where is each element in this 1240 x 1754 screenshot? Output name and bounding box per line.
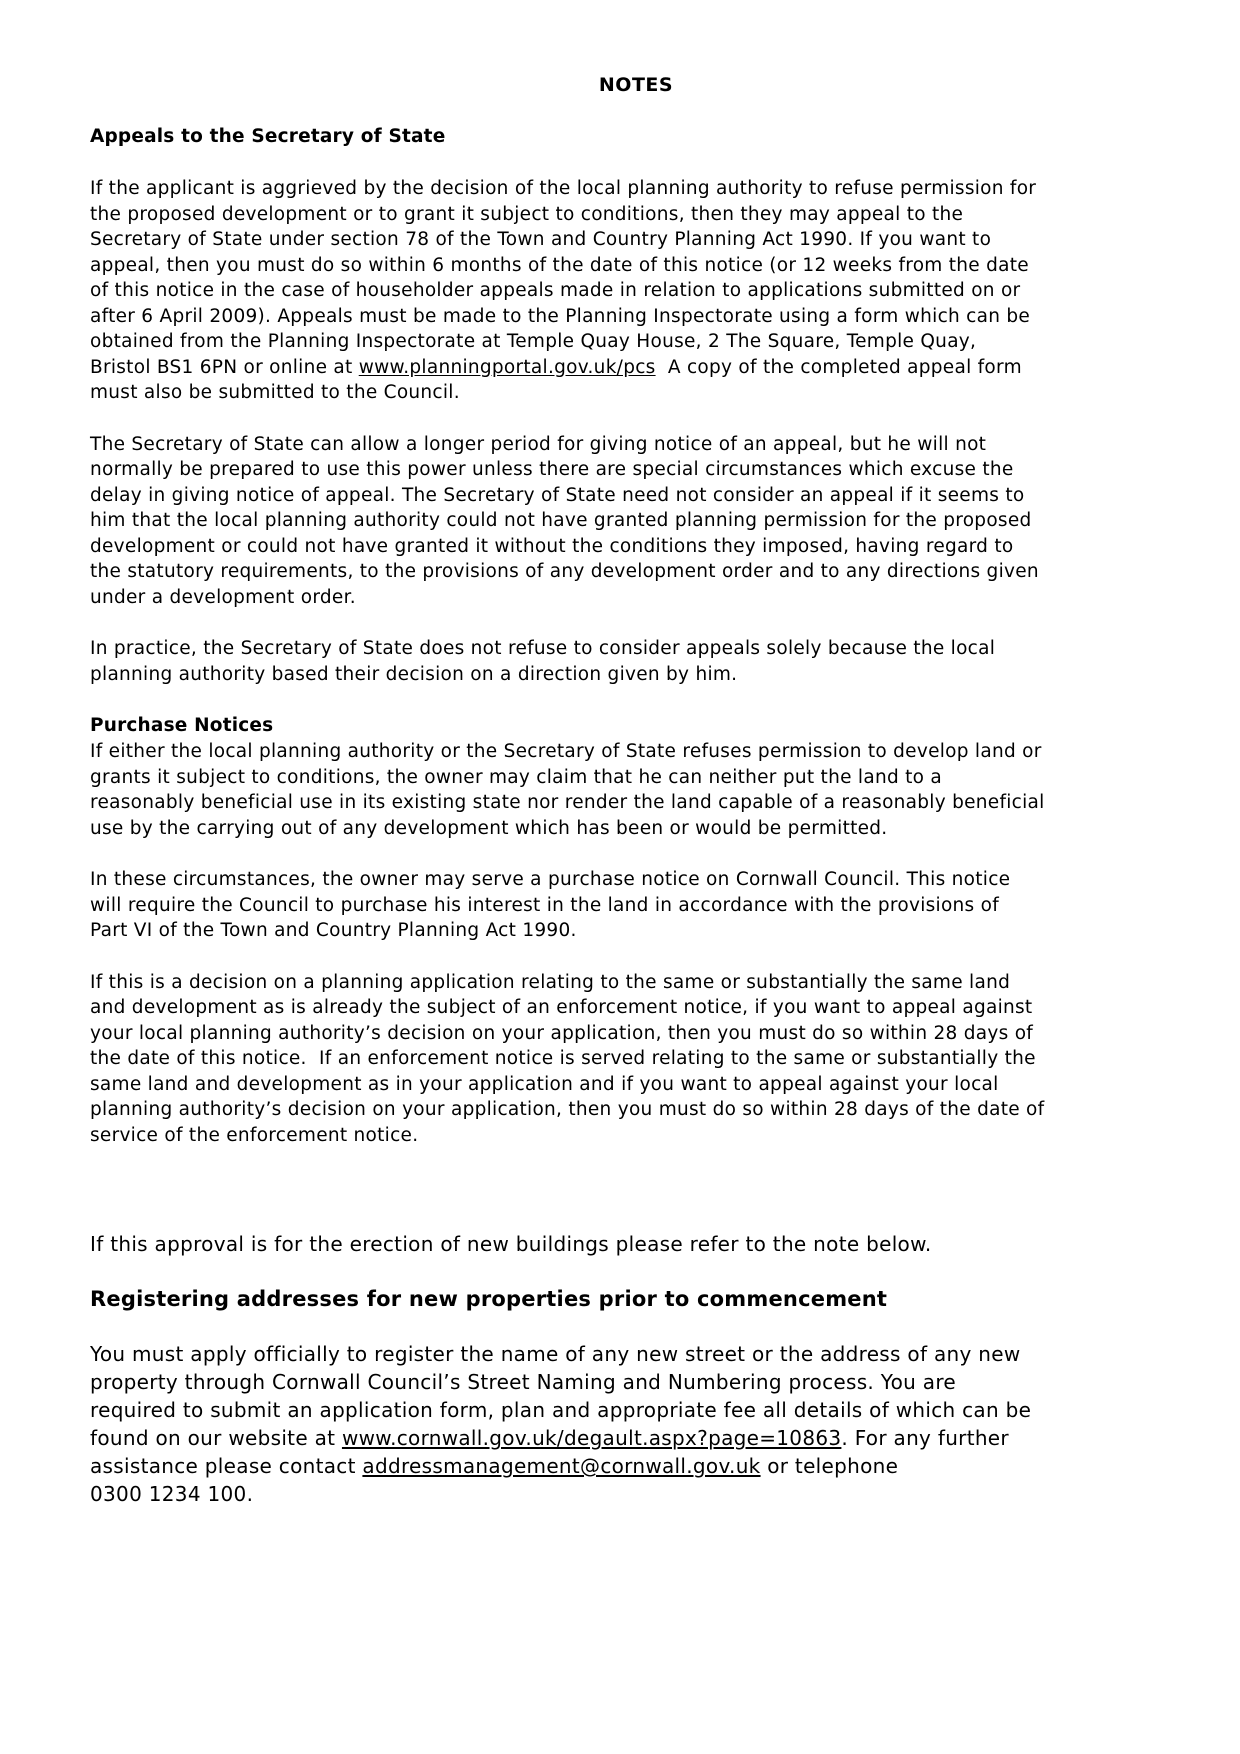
text-line xyxy=(90,559,1182,585)
para-street-naming xyxy=(90,1340,1182,1508)
text-line xyxy=(90,1072,1182,1098)
text-line xyxy=(90,1021,1182,1047)
text-line xyxy=(90,765,1182,791)
text-line xyxy=(90,918,1182,944)
text-line xyxy=(90,1097,1182,1123)
text-line xyxy=(90,893,1182,919)
heading-appeals-to-secretary-of-state: Appeals to the Secretary of State xyxy=(90,126,446,147)
text-run: If the applicant is aggrieved by the decision of the local planning authority to refuse permission for xyxy=(90,178,1037,199)
text-run: development or could not have granted it without the conditions they imposed, having regard to xyxy=(90,535,1014,557)
text-run: the statutory requirements, to the provisions of any development order and to any directions given xyxy=(90,561,1039,582)
heading-purchase-notices: Purchase Notices xyxy=(90,715,274,736)
text-run: If this approval is for the erection of new buildings please refer to the note below. xyxy=(90,1232,932,1256)
text-line xyxy=(90,304,1182,330)
text-line xyxy=(90,1340,1182,1368)
text-run: grants it subject to conditions, the owner may claim that he can neither put the land to a xyxy=(90,766,943,788)
heading-registering-addresses: Registering addresses for new properties prior to commencement xyxy=(90,1287,888,1311)
text-line xyxy=(90,355,1182,381)
text-run: the date of this notice. If an enforcement notice is served relating to the same or substantially the xyxy=(90,1048,1036,1069)
text-line xyxy=(90,662,1182,688)
text-line xyxy=(90,739,1182,765)
text-run: planning authority’s decision on your application, then you must do so within 28 days of the date of xyxy=(90,1099,1045,1120)
text-run: A copy of the completed appeal form xyxy=(655,356,1022,378)
text-run: obtained from the Planning Inspectorate at Temple Quay House, 2 The Square, Temple Quay, xyxy=(90,331,977,352)
text-run: . For any further xyxy=(841,1426,1009,1450)
text-line xyxy=(90,790,1182,816)
text-run: delay in giving notice of appeal. The Secretary of State need not consider an appeal if it seems to xyxy=(90,484,1025,506)
text-run: 0300 1234 100. xyxy=(90,1482,254,1506)
text-run: after 6 April 2009). Appeals must be made to the Planning Inspectorate using a form which can be xyxy=(90,305,1031,327)
text-run: service of the enforcement notice. xyxy=(90,1124,419,1146)
text-run: In practice, the Secretary of State does not refuse to consider appeals solely because the local xyxy=(90,638,996,659)
document-body xyxy=(90,124,1182,1508)
text-run: The Secretary of State can allow a longer period for giving notice of an appeal, but he will not xyxy=(90,433,987,455)
text-line xyxy=(90,483,1182,509)
text-line xyxy=(90,457,1182,483)
text-line xyxy=(90,508,1182,534)
text-run: must also be submitted to the Council. xyxy=(90,382,460,403)
text-line xyxy=(90,1452,1182,1480)
para-appeal-rights xyxy=(90,176,1182,406)
text-run: In these circumstances, the owner may serve a purchase notice on Cornwall Council. This notice xyxy=(90,869,1011,890)
text-line xyxy=(90,534,1182,560)
address-management-email-link[interactable]: addressmanagement@cornwall.gov.uk xyxy=(362,1454,761,1478)
text-line xyxy=(90,867,1182,893)
text-line xyxy=(90,1230,1182,1258)
text-line xyxy=(90,995,1182,1021)
text-line xyxy=(90,202,1182,228)
text-run: him that the local planning authority could not have granted planning permission for the proposed xyxy=(90,510,1032,531)
text-line xyxy=(90,1424,1182,1452)
text-run: and development as is already the subject of an enforcement notice, if you want to appeal against xyxy=(90,997,1033,1018)
text-line xyxy=(90,1046,1182,1072)
text-line xyxy=(90,1123,1182,1149)
text-run: required to submit an application form, plan and appropriate fee all details of which can be xyxy=(90,1398,1032,1422)
text-line xyxy=(90,970,1182,996)
para-purchase-notice-serve xyxy=(90,867,1182,944)
text-line xyxy=(90,278,1182,304)
text-run: Secretary of State under section 78 of the Town and Country Planning Act 1990. If you want to xyxy=(90,229,992,250)
page-title: NOTES xyxy=(598,74,674,96)
text-run: found on our website at xyxy=(90,1426,342,1450)
text-line xyxy=(90,1368,1182,1396)
para-longer-period xyxy=(90,432,1182,611)
text-line xyxy=(90,432,1182,458)
text-line xyxy=(90,816,1182,842)
text-line xyxy=(90,585,1182,611)
text-line xyxy=(90,1396,1182,1424)
para-purchase-notice-claim xyxy=(90,739,1182,841)
text-run: under a development order. xyxy=(90,586,356,608)
text-run: or telephone xyxy=(760,1454,899,1478)
text-run: your local planning authority’s decision on your application, then you must do so within 28 days of xyxy=(90,1022,1034,1044)
text-run: the proposed development or to grant it subject to conditions, then they may appeal to the xyxy=(90,203,964,225)
text-line xyxy=(90,176,1182,202)
text-run: assistance please contact xyxy=(90,1454,363,1478)
text-run: Part VI of the Town and Country Planning Act 1990. xyxy=(90,920,577,941)
planningportal-link[interactable]: www.planningportal.gov.uk/pcs xyxy=(358,356,656,378)
text-run: will require the Council to purchase his interest in the land in accordance with the provisions of xyxy=(90,894,999,916)
text-run: reasonably beneficial use in its existing state nor render the land capable of a reasonably beneficial xyxy=(90,792,1045,813)
text-line xyxy=(90,227,1182,253)
text-run: use by the carrying out of any development which has been or would be permitted. xyxy=(90,817,888,839)
text-run: If either the local planning authority or the Secretary of State refuses permission to develop land or xyxy=(90,741,1042,762)
para-enforcement-notice xyxy=(90,970,1182,1149)
text-run: Bristol BS1 6PN or online at xyxy=(90,356,359,378)
text-run: appeal, then you must do so within 6 months of the date of this notice (or 12 weeks from the date xyxy=(90,254,1029,276)
text-run: same land and development as in your application and if you want to appeal against your local xyxy=(90,1073,999,1095)
text-line xyxy=(90,380,1182,406)
text-line xyxy=(90,329,1182,355)
text-line xyxy=(90,636,1182,662)
para-in-practice xyxy=(90,636,1182,687)
text-line xyxy=(90,1480,1182,1508)
cornwall-website-link[interactable]: www.cornwall.gov.uk/degault.aspx?page=10863 xyxy=(341,1426,842,1450)
text-run: normally be prepared to use this power unless there are special circumstances which excuse the xyxy=(90,459,1014,480)
para-new-buildings-note xyxy=(90,1230,1182,1258)
text-run: planning authority based their decision on a direction given by him. xyxy=(90,663,738,685)
text-run: of this notice in the case of householder appeals made in relation to applications submitted on or xyxy=(90,280,1021,301)
text-run: property through Cornwall Council’s Street Naming and Numbering process. You are xyxy=(90,1370,957,1394)
spacer xyxy=(90,1148,1182,1203)
text-run: If this is a decision on a planning application relating to the same or substantially the same land xyxy=(90,971,1011,993)
text-run: You must apply officially to register the name of any new street or the address of any new xyxy=(90,1342,1021,1366)
text-line xyxy=(90,253,1182,279)
